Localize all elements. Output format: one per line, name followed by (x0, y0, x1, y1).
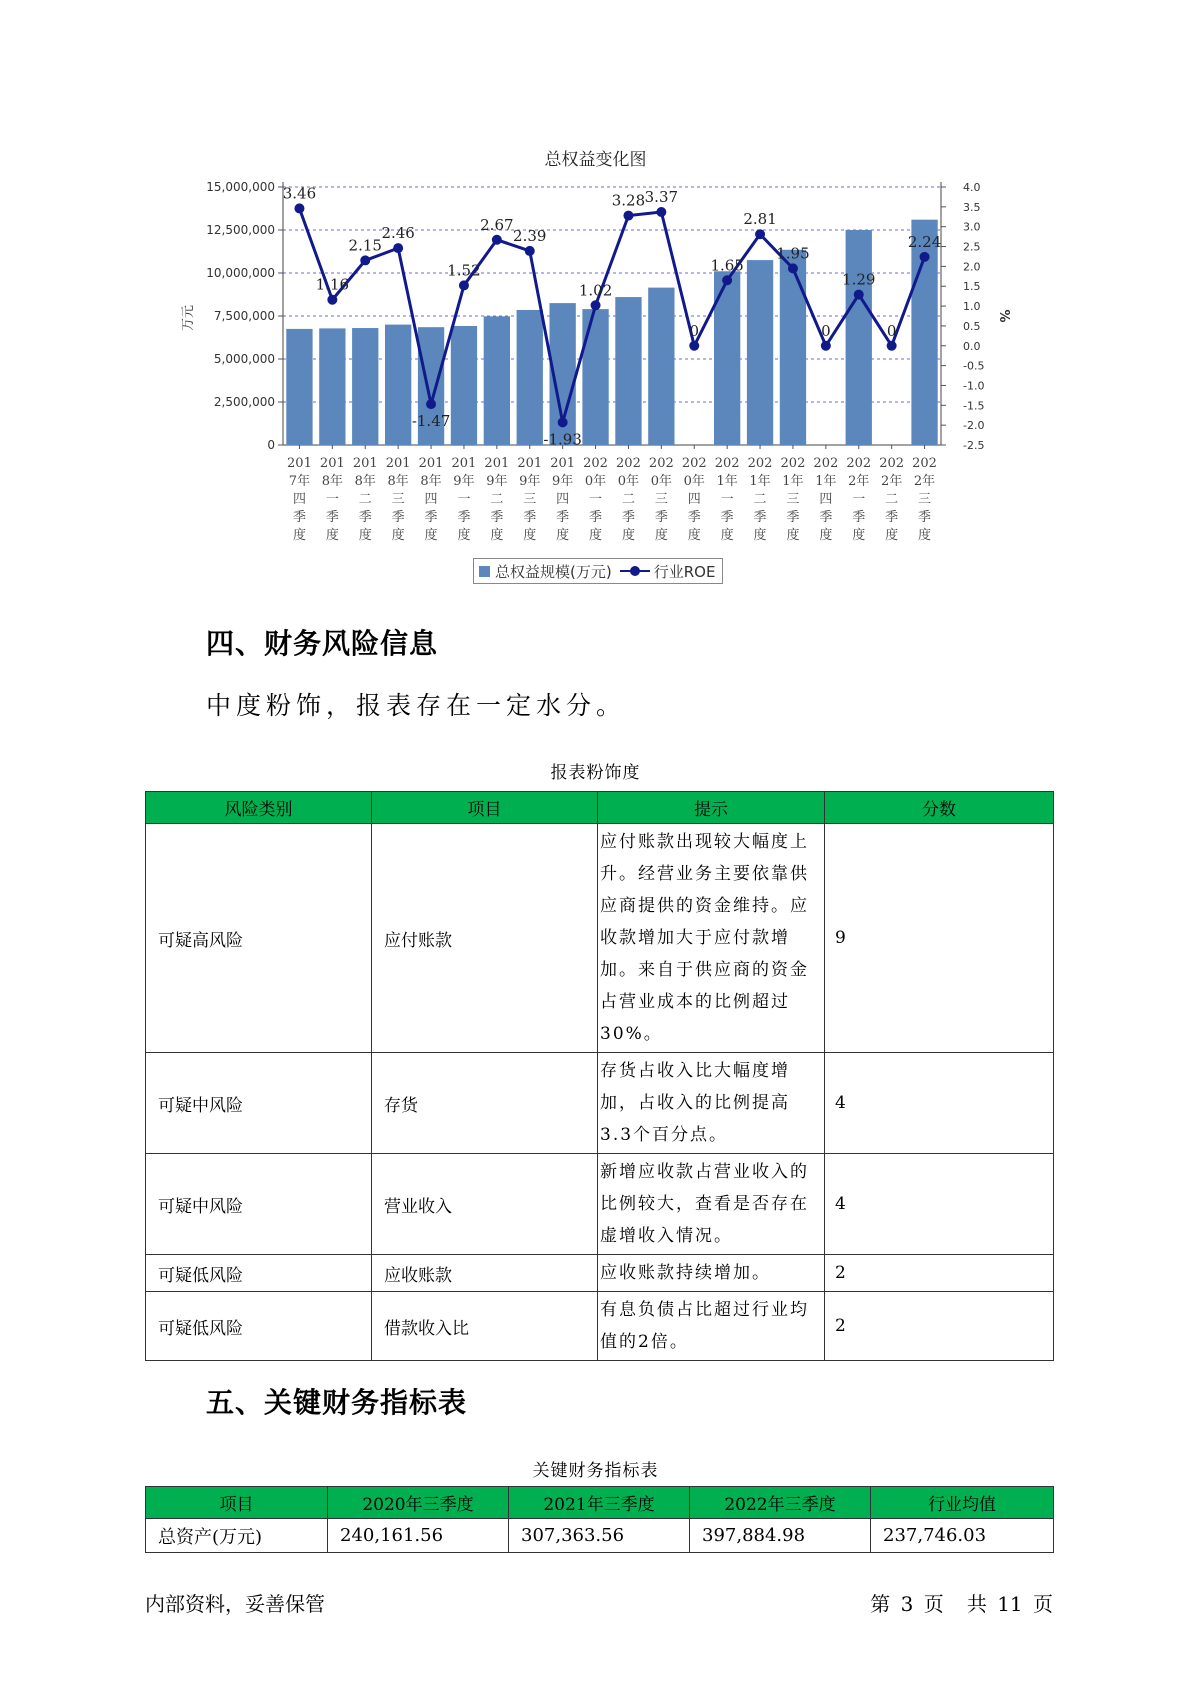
x-tick-label: 9年 (552, 474, 574, 489)
x-tick-label: 8年 (420, 474, 442, 489)
risk-score: 4 (825, 1154, 1054, 1255)
roe-point (294, 203, 304, 213)
x-tick-label: 度 (687, 528, 701, 543)
x-tick-label: 季 (720, 510, 734, 525)
x-tick-label: 201 (352, 456, 378, 471)
roe-point (525, 246, 535, 256)
legend-bar-label: 总权益规模(万元) (495, 562, 612, 581)
x-tick-label: 0年 (650, 474, 672, 489)
equity-bar (352, 328, 378, 445)
risk-category: 可疑中风险 (146, 1053, 372, 1154)
x-tick-label: 二 (621, 492, 635, 507)
page-number (866, 1588, 1053, 1617)
risk-table-caption: 报表粉饰度 (550, 763, 641, 783)
x-tick-label: 度 (621, 528, 635, 543)
risk-score: 2 (825, 1292, 1054, 1361)
x-tick-label: 202 (879, 456, 905, 471)
roe-data-label: 2.67 (480, 215, 514, 234)
table-cell: 307,363.56 (509, 1519, 690, 1553)
roe-point (920, 252, 930, 262)
x-tick-label: 度 (720, 528, 734, 543)
x-tick-label: 7年 (288, 474, 311, 489)
x-tick-label: 度 (556, 528, 570, 543)
x-tick-label: 季 (687, 510, 701, 525)
x-tick-label: 202 (912, 456, 937, 471)
y-right-axis-label: % (996, 309, 1011, 323)
x-tick-label: 1年 (815, 474, 837, 489)
x-tick-label: 9年 (486, 474, 508, 489)
roe-point (755, 229, 765, 239)
risk-summary-text: 中度粉饰，报表存在一定水分。 (206, 691, 627, 720)
x-tick-label: 度 (819, 528, 833, 543)
roe-point (393, 243, 403, 253)
roe-data-label: 0 (689, 321, 700, 340)
y-left-tick-label: 15,000,000 (206, 180, 275, 194)
risk-score: 2 (825, 1255, 1054, 1292)
roe-data-label: 1.02 (578, 281, 613, 300)
y-left-tick-label: 0 (267, 438, 275, 452)
table-header-cell: 项目 (146, 1487, 328, 1519)
x-tick-label: 1年 (716, 474, 738, 489)
key-indicator-table (145, 1486, 1054, 1553)
x-tick-label: 201 (319, 456, 345, 471)
x-tick-label: 8年 (321, 474, 343, 489)
x-tick-label: 201 (484, 456, 510, 471)
page-current: 3 (900, 1592, 914, 1616)
x-tick-label: 201 (418, 456, 444, 471)
roe-data-label: 2.81 (743, 210, 777, 229)
x-tick-label: 一 (457, 492, 471, 507)
x-tick-label: 季 (654, 510, 668, 525)
roe-data-label: 0 (886, 321, 897, 340)
table-header-row (146, 1487, 1054, 1519)
x-tick-label: 202 (747, 456, 773, 471)
x-tick-label: 0年 (584, 474, 607, 489)
table-cell: 397,884.98 (690, 1519, 871, 1553)
x-tick-label: 四 (292, 492, 306, 507)
page-total: 11 (997, 1592, 1023, 1616)
page-total-suffix: 页 (1033, 1592, 1053, 1616)
table-header-cell: 2022年三季度 (690, 1487, 871, 1519)
x-tick-label: 201 (550, 456, 576, 471)
x-tick-label: 202 (616, 456, 641, 471)
table-header-cell: 分数 (825, 792, 1054, 824)
x-tick-label: 8年 (354, 474, 376, 489)
x-tick-label: 季 (490, 510, 504, 525)
equity-bar (747, 260, 773, 445)
x-tick-label: 202 (583, 456, 608, 471)
equity-bar (780, 250, 806, 445)
x-tick-label: 9年 (453, 474, 475, 489)
x-tick-label: 度 (457, 528, 471, 543)
y-right-tick-label: 2.0 (963, 260, 981, 274)
table-cell: 总资产(万元) (146, 1519, 328, 1553)
roe-data-label: -1.93 (543, 430, 582, 449)
risk-category: 可疑低风险 (146, 1255, 372, 1292)
page-prefix: 第 (870, 1592, 891, 1616)
legend-line-label: 行业ROE (653, 562, 716, 581)
y-right-tick-label: 1.5 (963, 280, 981, 294)
roe-point (558, 417, 568, 427)
equity-bar (517, 310, 543, 445)
y-right-tick-label: -1.0 (963, 379, 985, 393)
x-tick-label: 二 (753, 492, 767, 507)
roe-point (821, 341, 831, 351)
x-tick-label: 二 (358, 492, 372, 507)
x-tick-label: 季 (885, 510, 899, 525)
equity-bar (286, 329, 312, 445)
risk-item: 应收账款 (372, 1255, 598, 1292)
risk-category: 可疑高风险 (146, 824, 372, 1053)
risk-hint: 应付账款出现较大幅度上升。经营业务主要依靠供应商提供的资金维持。应收款增加大于应付款增加。来自于供应商的资金占营业成本的比例超过30%。 (598, 824, 825, 1053)
risk-item: 应付账款 (372, 824, 598, 1053)
x-tick-label: 度 (852, 528, 866, 543)
x-tick-label: 度 (325, 528, 339, 543)
roe-data-label: 1.65 (710, 256, 744, 275)
equity-chart (0, 0, 1191, 560)
section5-heading: 五、关键财务指标表 (206, 1386, 468, 1419)
table-row (146, 1255, 1054, 1292)
x-tick-label: 季 (589, 510, 603, 525)
x-tick-label: 四 (819, 492, 833, 507)
x-tick-label: 四 (687, 492, 701, 507)
roe-data-label: 3.28 (611, 191, 646, 210)
risk-item: 借款收入比 (372, 1292, 598, 1361)
x-tick-label: 季 (457, 510, 471, 525)
y-right-tick-label: -2.5 (963, 439, 985, 452)
y-right-tick-label: 3.5 (963, 200, 981, 214)
x-tick-label: 8年 (387, 474, 409, 489)
y-right-tick-label: 0.0 (963, 339, 981, 353)
roe-point (887, 341, 897, 351)
equity-bar (484, 316, 510, 445)
roe-point (788, 263, 798, 273)
table-header-cell: 风险类别 (146, 792, 372, 824)
x-tick-label: 季 (786, 510, 800, 525)
x-tick-label: 9年 (519, 474, 541, 489)
legend-bar-swatch (479, 566, 490, 577)
x-tick-label: 1年 (749, 474, 771, 489)
risk-hint: 新增应收款占营业收入的比例较大，查看是否存在虚增收入情况。 (598, 1154, 825, 1255)
x-tick-label: 202 (714, 456, 740, 471)
footer-note: 内部资料，妥善保管 (145, 1592, 325, 1616)
x-tick-label: 季 (556, 510, 570, 525)
y-left-tick-label: 12,500,000 (206, 223, 275, 237)
x-tick-label: 度 (424, 528, 438, 543)
risk-category: 可疑低风险 (146, 1292, 372, 1361)
chart-legend (473, 558, 723, 584)
table-header-cell: 2020年三季度 (328, 1487, 509, 1519)
table-row (146, 824, 1054, 1053)
risk-score: 9 (825, 824, 1054, 1053)
x-tick-label: 2年 (881, 474, 903, 489)
kfi-table-caption: 关键财务指标表 (532, 1461, 659, 1481)
x-tick-label: 季 (918, 510, 932, 525)
x-tick-label: 202 (780, 456, 806, 471)
table-header-cell: 2021年三季度 (509, 1487, 690, 1519)
y-right-tick-label: -1.5 (963, 399, 985, 413)
x-tick-label: 季 (621, 510, 635, 525)
roe-data-label: 2.24 (907, 232, 942, 251)
x-tick-label: 季 (391, 510, 405, 525)
x-tick-label: 度 (918, 528, 932, 543)
x-tick-label: 三 (918, 492, 932, 507)
x-tick-label: 201 (517, 456, 543, 471)
x-tick-label: 季 (819, 510, 833, 525)
x-tick-label: 201 (385, 456, 411, 471)
roe-data-label: 3.46 (282, 184, 317, 203)
y-right-tick-label: 4.0 (963, 181, 981, 194)
table-row (146, 1519, 1054, 1553)
table-row (146, 1053, 1054, 1154)
table-header-cell: 行业均值 (871, 1487, 1054, 1519)
x-tick-label: 201 (451, 456, 477, 471)
risk-table (145, 791, 1054, 1361)
x-tick-label: 度 (589, 528, 603, 543)
x-tick-label: 2年 (913, 474, 936, 489)
x-tick-label: 二 (885, 492, 899, 507)
x-tick-label: 季 (852, 510, 866, 525)
table-cell: 237,746.03 (871, 1519, 1054, 1553)
table-cell: 240,161.56 (328, 1519, 509, 1553)
roe-data-label: 3.37 (644, 188, 679, 207)
risk-item: 营业收入 (372, 1154, 598, 1255)
roe-data-label: 2.46 (381, 224, 415, 243)
x-tick-label: 度 (753, 528, 767, 543)
roe-data-label: 2.15 (348, 236, 382, 255)
x-tick-label: 度 (523, 528, 537, 543)
equity-bar (319, 328, 345, 445)
roe-point (854, 290, 864, 300)
y-right-tick-label: -2.0 (963, 419, 985, 433)
x-tick-label: 度 (292, 528, 306, 543)
y-left-axis-label: 万元 (181, 304, 196, 332)
chart-title: 总权益变化图 (544, 150, 647, 170)
roe-point (360, 255, 370, 265)
x-tick-label: 三 (391, 492, 405, 507)
x-tick-label: 202 (648, 456, 674, 471)
section4-heading: 四、财务风险信息 (206, 627, 439, 660)
risk-score: 4 (825, 1053, 1054, 1154)
equity-bar (582, 309, 608, 445)
x-tick-label: 201 (287, 456, 312, 471)
y-left-tick-label: 10,000,000 (206, 266, 275, 280)
x-tick-label: 度 (490, 528, 504, 543)
roe-point (623, 211, 633, 221)
y-left-tick-label: 5,000,000 (213, 352, 275, 366)
y-right-tick-label: -0.5 (963, 359, 985, 373)
roe-data-label: 2.39 (513, 226, 547, 245)
x-tick-label: 202 (846, 456, 872, 471)
page-suffix: 页 (923, 1592, 944, 1616)
x-tick-label: 202 (681, 456, 707, 471)
equity-bar (846, 230, 872, 445)
legend-line-swatch (620, 565, 650, 577)
equity-bar (648, 288, 674, 445)
x-tick-label: 度 (786, 528, 800, 543)
y-right-tick-label: 1.0 (963, 300, 981, 314)
table-row (146, 1292, 1054, 1361)
roe-data-label: -1.47 (411, 412, 451, 431)
x-tick-label: 三 (523, 492, 537, 507)
table-header-row (146, 792, 1054, 824)
roe-point (327, 295, 337, 305)
table-header-cell: 项目 (372, 792, 598, 824)
roe-point (591, 300, 601, 310)
x-tick-label: 0年 (617, 474, 640, 489)
x-tick-label: 四 (556, 492, 570, 507)
risk-item: 存货 (372, 1053, 598, 1154)
x-tick-label: 二 (490, 492, 504, 507)
roe-point (459, 280, 469, 290)
x-tick-label: 1年 (782, 474, 804, 489)
y-right-tick-label: 2.5 (963, 240, 981, 254)
y-right-tick-label: 0.5 (963, 319, 981, 333)
y-left-tick-label: 7,500,000 (213, 309, 275, 323)
x-tick-label: 三 (786, 492, 800, 507)
risk-hint: 有息负债占比超过行业均值的2倍。 (598, 1292, 825, 1361)
equity-bar (451, 326, 477, 445)
x-tick-label: 一 (589, 492, 603, 507)
x-tick-label: 度 (358, 528, 372, 543)
x-tick-label: 202 (813, 456, 839, 471)
x-tick-label: 季 (753, 510, 767, 525)
equity-bar (615, 297, 641, 445)
risk-hint: 应收账款持续增加。 (598, 1255, 825, 1292)
roe-data-label: 0 (821, 321, 831, 340)
roe-point (426, 399, 436, 409)
x-tick-label: 季 (325, 510, 339, 525)
y-left-tick-label: 2,500,000 (213, 395, 275, 409)
roe-point (689, 341, 699, 351)
x-tick-label: 季 (292, 510, 306, 525)
x-tick-labels (287, 456, 937, 543)
roe-point (722, 275, 732, 285)
roe-data-label: 1.29 (842, 270, 876, 289)
x-tick-label: 季 (523, 510, 537, 525)
page-total-prefix: 共 (966, 1592, 987, 1616)
risk-category: 可疑中风险 (146, 1154, 372, 1255)
roe-point (656, 207, 666, 217)
x-tick-label: 季 (358, 510, 372, 525)
roe-point (492, 235, 502, 245)
x-tick-label: 度 (391, 528, 405, 543)
x-tick-label: 季 (424, 510, 438, 525)
roe-data-label: 1.16 (315, 275, 350, 294)
roe-data-label: 1.95 (776, 244, 810, 263)
x-tick-label: 2年 (848, 474, 870, 489)
x-tick-label: 四 (424, 492, 438, 507)
risk-hint: 存货占收入比大幅度增加，占收入的比例提高3.3个百分点。 (598, 1053, 825, 1154)
x-tick-label: 一 (852, 492, 866, 507)
x-tick-label: 度 (654, 528, 668, 543)
x-tick-label: 一 (325, 492, 339, 507)
y-right-tick-label: 3.0 (963, 220, 981, 234)
roe-data-label: 1.52 (447, 261, 481, 280)
x-tick-label: 度 (885, 528, 899, 543)
x-tick-label: 三 (654, 492, 668, 507)
x-tick-label: 0年 (683, 474, 705, 489)
x-tick-label: 一 (720, 492, 734, 507)
table-row (146, 1154, 1054, 1255)
equity-bar (385, 325, 411, 445)
table-header-cell: 提示 (598, 792, 825, 824)
